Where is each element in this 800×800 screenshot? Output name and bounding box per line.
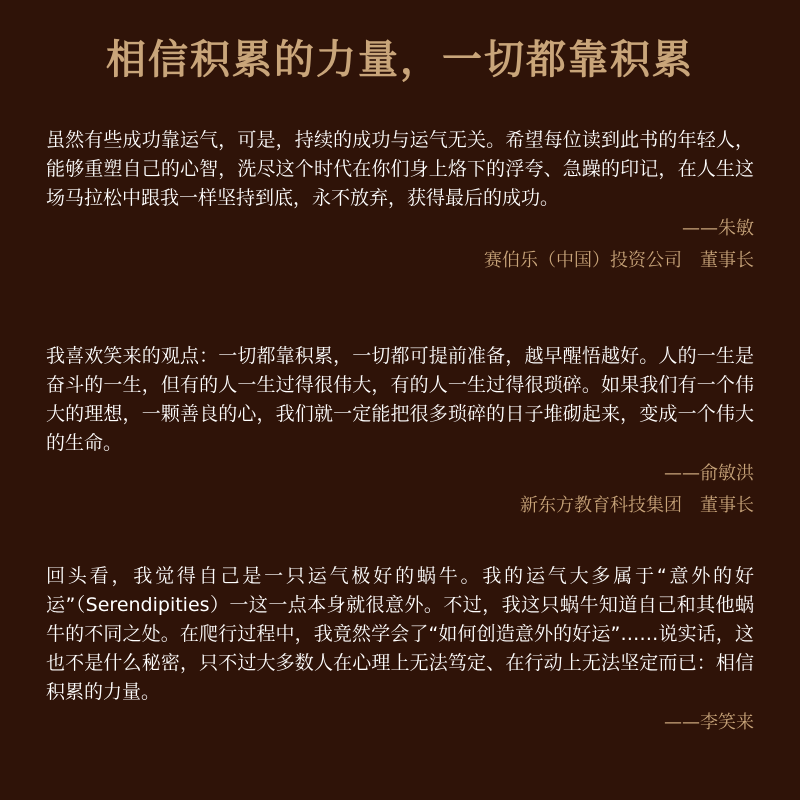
quote-text: 回头看，我觉得自己是一只运气极好的蜗牛。我的运气大多属于“意外的好运”（Serendipities）一这一点本身就很意外。不过，我这只蜗牛知道自己和其他蜗牛的不同之处。在爬行过程中，我竟然学会了“如何创造意外的好运”……说实话，这也不是什么秘密，只不过大多数人在心理上无法笃定、在行动上无法坚定而已：相信积累的力量。	[46, 565, 754, 703]
quote-affiliation: 新东方教育科技集团 董事长	[520, 495, 754, 516]
quote-affiliation: 赛伯乐（中国）投资公司 董事长	[484, 250, 754, 271]
quote-block-li-xiaolai	[46, 562, 754, 739]
quote-text: 我喜欢笑来的观点：一切都靠积累，一切都可提前准备，越早醒悟越好。人的一生是奋斗的一生，但有的人一生过得很伟大，有的人一生过得很琐碎。如果我们有一个伟大的理想，一颗善良的心，我们就一定能把很多琐碎的日子堆砌起来，变成一个伟大的生命。	[46, 345, 754, 454]
quote-block-zhu-min	[46, 126, 754, 277]
quote-author: ——俞敏洪	[664, 463, 754, 484]
page-title: 相信积累的力量，一切都靠积累	[106, 36, 694, 83]
quote-block-yu-minhong	[46, 342, 754, 522]
quote-text: 虽然有些成功靠运气，可是，持续的成功与运气无关。希望每位读到此书的年轻人，能够重塑自己的心智，洗尽这个时代在你们身上烙下的浮夸、急躁的印记，在人生这场马拉松中跟我一样坚持到底，永不放弃，获得最后的成功。	[46, 129, 754, 209]
quote-author: ——朱敏	[682, 218, 754, 239]
quote-author: ——李笑来	[664, 712, 754, 733]
